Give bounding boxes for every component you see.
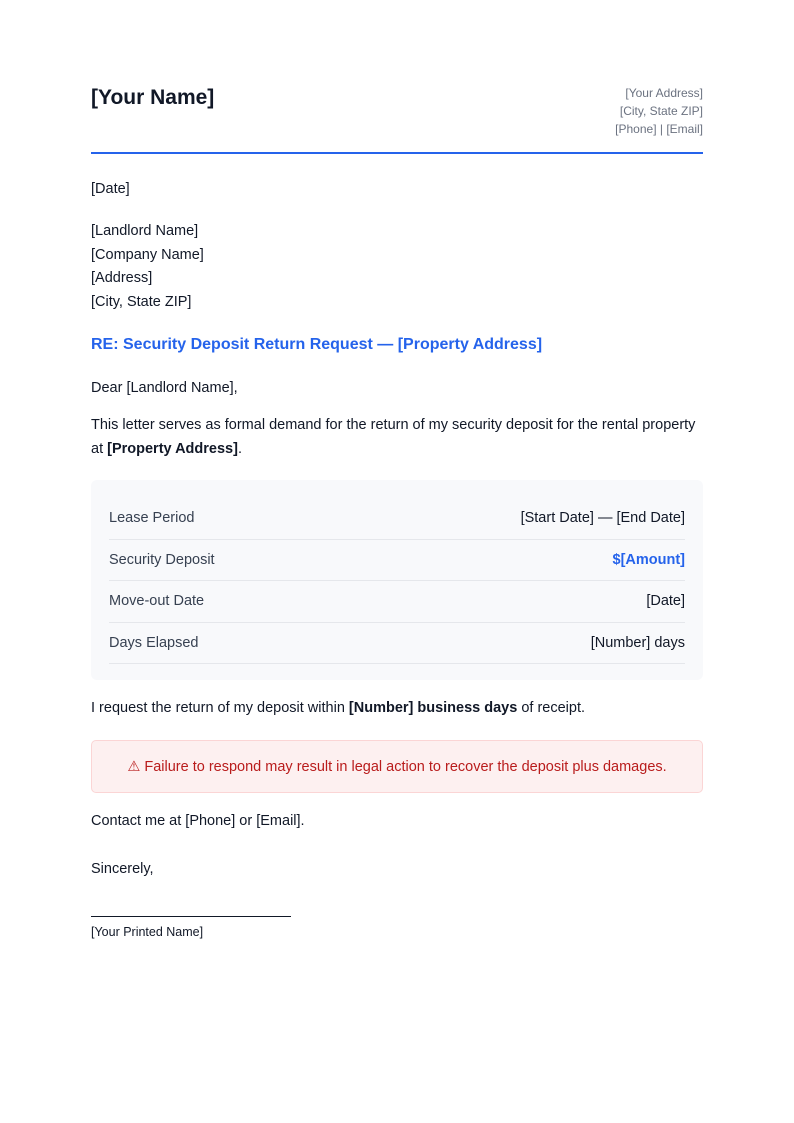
- letter-page: [91, 0, 703, 939]
- table-row: [109, 540, 685, 582]
- table-row: [109, 581, 685, 623]
- request-text: I request the return of my deposit within: [91, 700, 349, 716]
- warning-text: Failure to respond may result in legal action to recover the deposit plus damages.: [140, 758, 667, 775]
- recipient-block: [91, 220, 204, 314]
- request-paragraph: [91, 697, 585, 721]
- salutation: Dear [Landlord Name],: [91, 380, 238, 396]
- letter-date: [Date]: [91, 181, 130, 197]
- recipient-company: [Company Name]: [91, 246, 204, 263]
- signature-line: [91, 916, 291, 917]
- sender-address: [Your Address]: [625, 86, 703, 100]
- row-value: [Start Date] — [End Date]: [520, 510, 685, 527]
- row-label: Lease Period: [109, 510, 195, 527]
- table-row: [109, 498, 685, 540]
- intro-paragraph: [91, 414, 703, 461]
- printed-name: [Your Printed Name]: [91, 925, 204, 939]
- property-address: [Property Address]: [107, 440, 238, 457]
- contact-line: Contact me at [Phone] or [Email].: [91, 813, 305, 829]
- deposit-details-table: [91, 480, 703, 680]
- row-value: [Number] days: [590, 634, 685, 651]
- row-value: [Date]: [646, 593, 685, 610]
- recipient-address: [Address]: [91, 270, 153, 286]
- intro-end: .: [237, 440, 242, 457]
- row-label: Security Deposit: [109, 551, 215, 568]
- closing: Sincerely,: [91, 861, 154, 877]
- recipient-name: [Landlord Name]: [91, 223, 199, 239]
- sender-phone-email: [Phone] | [Email]: [615, 122, 703, 136]
- sender-name: [Your Name]: [91, 86, 215, 109]
- subject-line: RE: Security Deposit Return Request — [Property Address]: [91, 336, 543, 353]
- request-deadline: [Number] business days: [348, 700, 518, 716]
- sender-city: [City, State ZIP]: [619, 104, 703, 118]
- intro-text: This letter serves as formal demand for the return of my security deposit for the rental property at: [91, 417, 696, 457]
- deposit-amount: $[Amount]: [612, 551, 685, 568]
- warning-icon: ⚠: [127, 758, 141, 775]
- warning-alert: [91, 740, 703, 793]
- row-label: Move-out Date: [109, 593, 205, 610]
- table-row: [109, 623, 685, 665]
- recipient-city: [City, State ZIP]: [91, 293, 192, 310]
- request-end: of receipt.: [517, 700, 586, 716]
- sender-contact-block: [615, 84, 703, 138]
- row-label: Days Elapsed: [109, 634, 199, 651]
- letter-header: [91, 0, 703, 154]
